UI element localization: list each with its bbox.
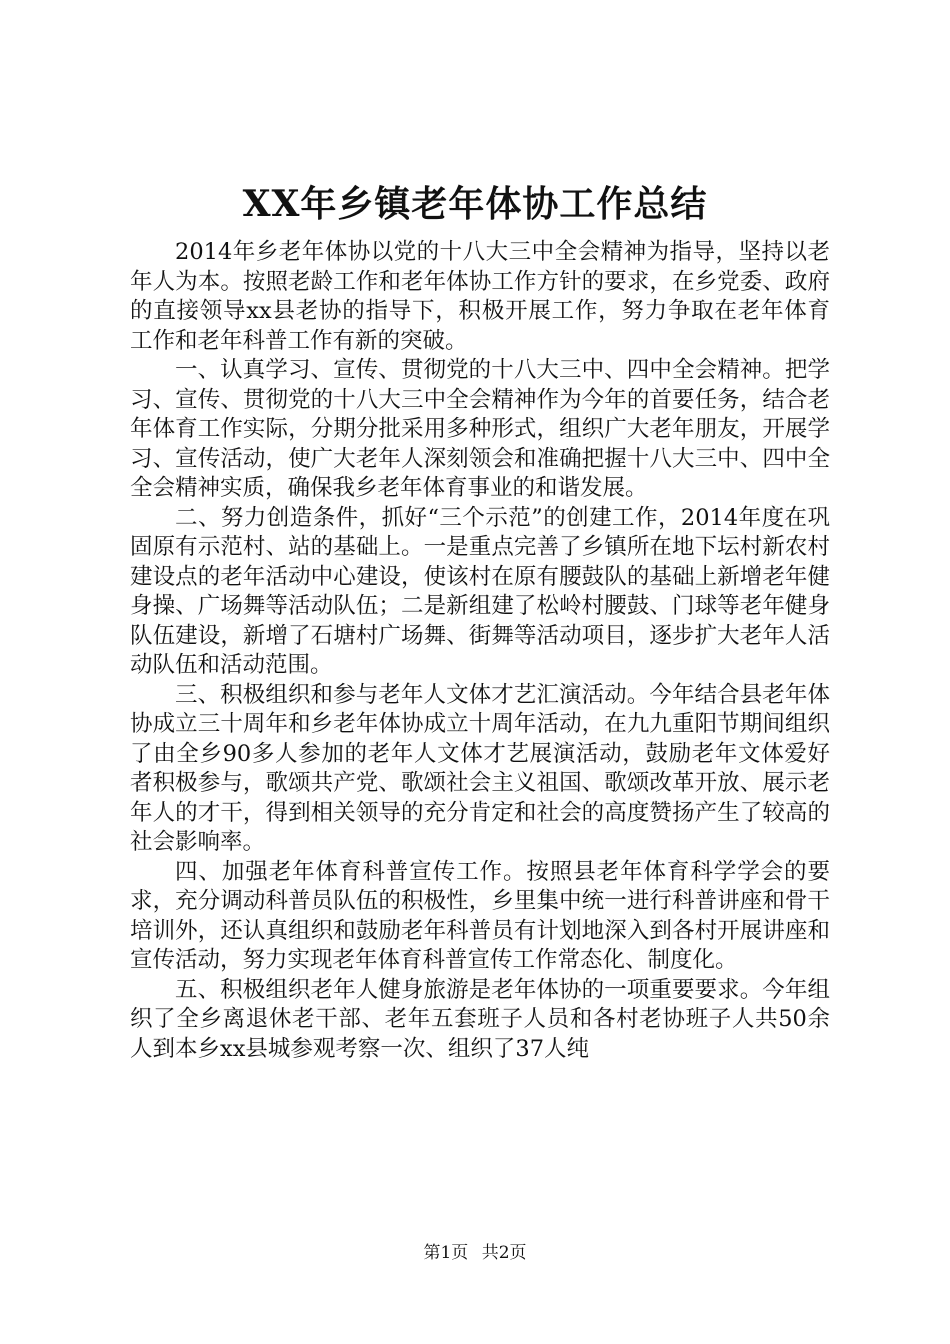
- paragraph-section-5: 五、积极组织老年人健身旅游是老年体协的一项重要要求。今年组织了全乡离退休老干部、老年五套班子人员和各村老协班子人共50余人到本乡xx县城参观考察一次、组织了37人纯: [130, 976, 830, 1062]
- page-number-total: 共2页: [481, 1243, 527, 1263]
- paragraph-section-2: 二、努力创造条件，抓好“三个示范”的创建工作，2014年度在巩固原有示范村、站的基础上。一是重点完善了乡镇所在地下坛村新农村建设点的老年活动中心建设，使该村在原有腰鼓队的基础上新增老年健身操、广场舞等活动队伍；二是新组建了松岭村腰鼓、门球等老年健身队伍建设，新增了石塘村广场舞、街舞等活动项目，逐步扩大老年人活动队伍和活动范围。: [130, 504, 830, 678]
- page-footer: [0, 1242, 950, 1264]
- paragraph-intro: 2014年乡老年体协以党的十八大三中全会精神为指导，坚持以老年人为本。按照老龄工作和老年体协工作方针的要求，在乡党委、政府的直接领导xx县老协的指导下，积极开展工作，努力争取在老年体育工作和老年科普工作有新的突破。: [130, 239, 830, 354]
- paragraph-section-3: 三、积极组织和参与老年人文体才艺汇演活动。今年结合县老年体协成立三十周年和乡老年体协成立十周年活动，在九九重阳节期间组织了由全乡90多人参加的老年人文体才艺展演活动，鼓励老年文体爱好者积极参与，歌颂共产党、歌颂社会主义祖国、歌颂改革开放、展示老年人的才干，得到相关领导的充分肯定和社会的高度赞扬产生了较高的社会影响率。: [130, 681, 830, 855]
- paragraph-section-1: 一、认真学习、宣传、贯彻党的十八大三中、四中全会精神。把学习、宣传、贯彻党的十八大三中全会精神作为今年的首要任务，结合老年体育工作实际，分期分批采用多种形式，组织广大老年朋友，开展学习、宣传活动，使广大老年人深刻领会和准确把握十八大三中、四中全全会精神实质，确保我乡老年体育事业的和谐发展。: [130, 357, 830, 501]
- document-title: XX年乡镇老年体协工作总结: [242, 183, 708, 225]
- paragraph-section-4: 四、加强老年体育科普宣传工作。按照县老年体育科学学会的要求，充分调动科普员队伍的积极性，乡里集中统一进行科普讲座和骨干培训外，还认真组织和鼓励老年科普员有计划地深入到各村开展讲座和宣传活动，努力实现老年体育科普宣传工作常态化、制度化。: [130, 858, 830, 973]
- document-body: [130, 238, 830, 1064]
- page-number-current: 第1页: [423, 1243, 469, 1263]
